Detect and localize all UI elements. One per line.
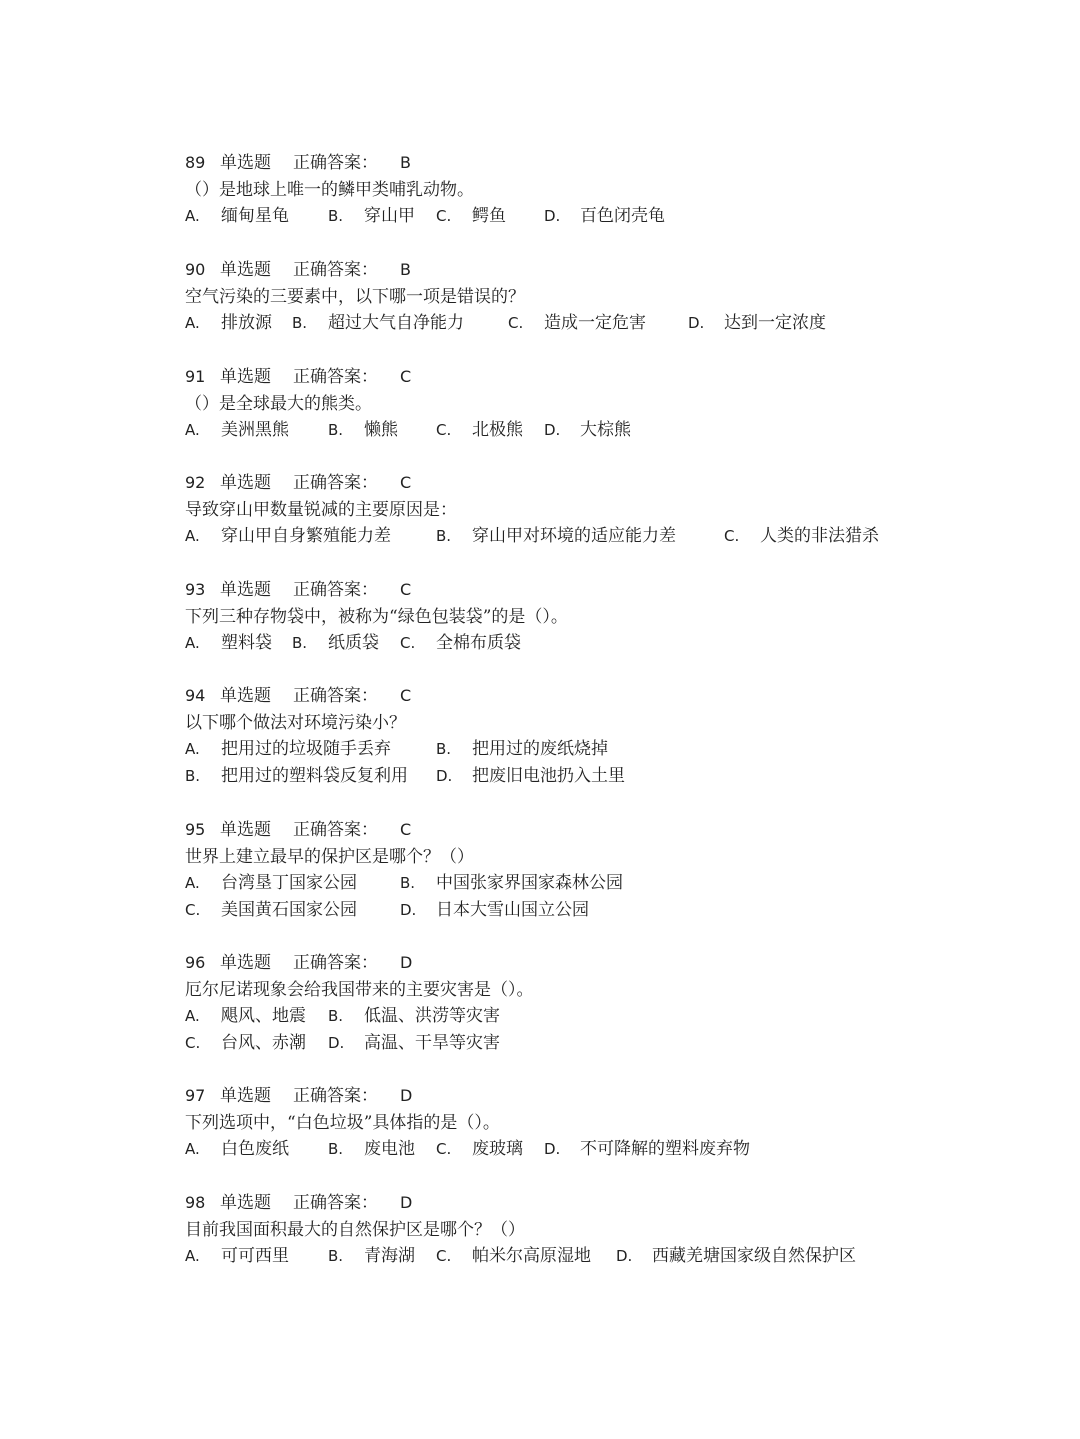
option-row bbox=[185, 1003, 945, 1030]
option-row bbox=[185, 1243, 945, 1270]
option-text: 大棕熊 bbox=[580, 420, 631, 441]
question-meta bbox=[185, 150, 945, 177]
question-type: 单选题 bbox=[220, 820, 271, 840]
option-text: 缅甸星龟 bbox=[221, 206, 289, 227]
option-letter: C. bbox=[436, 1140, 452, 1159]
option-row bbox=[185, 203, 945, 230]
answer-value: D bbox=[400, 953, 413, 972]
option-letter: A. bbox=[185, 527, 200, 546]
question-type: 单选题 bbox=[220, 367, 271, 387]
option-text: 北极熊 bbox=[472, 420, 523, 441]
option-letter: C. bbox=[724, 527, 740, 546]
option-letter: C. bbox=[436, 207, 452, 226]
option-letter: B. bbox=[400, 874, 416, 893]
option-letter: D. bbox=[400, 901, 417, 920]
question-meta bbox=[185, 470, 945, 497]
question-type: 单选题 bbox=[220, 953, 271, 973]
question-number: 94 bbox=[185, 686, 206, 705]
question-stem: 目前我国面积最大的自然保护区是哪个？（） bbox=[185, 1219, 525, 1240]
question-stem: 空气污染的三要素中，以下哪一项是错误的？ bbox=[185, 286, 525, 307]
option-letter: C. bbox=[185, 1034, 201, 1053]
answer-label: 正确答案： bbox=[293, 153, 378, 173]
answer-value: C bbox=[400, 473, 412, 492]
option-text: 美国黄石国家公园 bbox=[221, 900, 357, 921]
option-text: 台风、赤潮 bbox=[221, 1033, 306, 1054]
question-number: 95 bbox=[185, 820, 206, 839]
option-row bbox=[185, 417, 945, 444]
option-letter: A. bbox=[185, 1247, 200, 1266]
option-letter: B. bbox=[328, 1140, 344, 1159]
question-number: 97 bbox=[185, 1086, 206, 1105]
question-stem: 下列三种存物袋中，被称为“绿色包装袋”的是（）。 bbox=[185, 606, 568, 627]
option-text: 美洲黑熊 bbox=[221, 420, 289, 441]
answer-label: 正确答案： bbox=[293, 953, 378, 973]
option-row bbox=[185, 630, 945, 657]
question-stem: （）是全球最大的熊类。 bbox=[185, 393, 372, 414]
option-letter: A. bbox=[185, 740, 200, 759]
answer-label: 正确答案： bbox=[293, 580, 378, 600]
question-type: 单选题 bbox=[220, 686, 271, 706]
option-letter: A. bbox=[185, 421, 200, 440]
option-letter: B. bbox=[328, 1247, 344, 1266]
option-text: 飓风、地震 bbox=[221, 1006, 306, 1027]
option-text: 青海湖 bbox=[364, 1246, 415, 1267]
answer-label: 正确答案： bbox=[293, 1193, 378, 1213]
question-stem: 厄尔尼诺现象会给我国带来的主要灾害是（）。 bbox=[185, 979, 534, 1000]
question-number: 98 bbox=[185, 1193, 206, 1212]
option-letter: D. bbox=[436, 767, 453, 786]
option-text: 白色废纸 bbox=[221, 1139, 289, 1160]
option-text: 达到一定浓度 bbox=[724, 313, 826, 334]
option-text: 废玻璃 bbox=[472, 1139, 523, 1160]
question-95 bbox=[185, 817, 945, 924]
question-type: 单选题 bbox=[220, 580, 271, 600]
option-text: 把用过的塑料袋反复利用 bbox=[221, 766, 408, 787]
answer-value: C bbox=[400, 580, 412, 599]
option-row bbox=[185, 763, 945, 790]
answer-value: D bbox=[400, 1086, 413, 1105]
option-row bbox=[185, 310, 945, 337]
question-91 bbox=[185, 364, 945, 444]
question-97 bbox=[185, 1083, 945, 1163]
question-meta bbox=[185, 364, 945, 391]
option-letter: C. bbox=[436, 421, 452, 440]
option-letter: A. bbox=[185, 874, 200, 893]
option-text: 可可西里 bbox=[221, 1246, 289, 1267]
option-letter: D. bbox=[328, 1034, 345, 1053]
option-text: 不可降解的塑料废弃物 bbox=[580, 1139, 750, 1160]
question-number: 89 bbox=[185, 153, 206, 172]
question-stem: 导致穿山甲数量锐减的主要原因是： bbox=[185, 499, 457, 520]
question-stem: 下列选项中，“白色垃圾”具体指的是（）。 bbox=[185, 1112, 500, 1133]
option-letter: C. bbox=[400, 634, 416, 653]
question-90 bbox=[185, 257, 945, 337]
option-text: 排放源 bbox=[221, 313, 272, 334]
answer-value: C bbox=[400, 820, 412, 839]
option-text: 西藏羌塘国家级自然保护区 bbox=[652, 1246, 856, 1267]
option-text: 穿山甲自身繁殖能力差 bbox=[221, 526, 391, 547]
question-stem: 世界上建立最早的保护区是哪个？（） bbox=[185, 846, 474, 867]
option-row bbox=[185, 870, 945, 897]
option-letter: C. bbox=[436, 1247, 452, 1266]
option-letter: B. bbox=[328, 207, 344, 226]
option-text: 低温、洪涝等灾害 bbox=[364, 1006, 500, 1027]
option-row bbox=[185, 897, 945, 924]
option-letter: B. bbox=[328, 1007, 344, 1026]
question-type: 单选题 bbox=[220, 473, 271, 493]
option-letter: A. bbox=[185, 207, 200, 226]
option-text: 废电池 bbox=[364, 1139, 415, 1160]
question-meta bbox=[185, 1190, 945, 1217]
option-text: 穿山甲 bbox=[364, 206, 415, 227]
question-type: 单选题 bbox=[220, 153, 271, 173]
question-number: 96 bbox=[185, 953, 206, 972]
question-meta bbox=[185, 950, 945, 977]
question-stem: （）是地球上唯一的鳞甲类哺乳动物。 bbox=[185, 179, 474, 200]
option-letter: D. bbox=[544, 1140, 561, 1159]
question-96 bbox=[185, 950, 945, 1057]
answer-value: B bbox=[400, 260, 411, 279]
option-letter: A. bbox=[185, 1007, 200, 1026]
answer-value: C bbox=[400, 367, 412, 386]
option-text: 塑料袋 bbox=[221, 633, 272, 654]
option-letter: A. bbox=[185, 1140, 200, 1159]
question-meta bbox=[185, 1083, 945, 1110]
option-text: 纸质袋 bbox=[328, 633, 379, 654]
option-text: 帕米尔高原湿地 bbox=[472, 1246, 591, 1267]
option-letter: D. bbox=[688, 314, 705, 333]
answer-label: 正确答案： bbox=[293, 473, 378, 493]
option-letter: D. bbox=[616, 1247, 633, 1266]
option-text: 全棉布质袋 bbox=[436, 633, 521, 654]
option-row bbox=[185, 523, 945, 550]
answer-label: 正确答案： bbox=[293, 820, 378, 840]
question-meta bbox=[185, 577, 945, 604]
question-type: 单选题 bbox=[220, 1086, 271, 1106]
question-type: 单选题 bbox=[220, 1193, 271, 1213]
answer-label: 正确答案： bbox=[293, 686, 378, 706]
option-letter: A. bbox=[185, 314, 200, 333]
option-row bbox=[185, 736, 945, 763]
option-letter: A. bbox=[185, 634, 200, 653]
option-letter: D. bbox=[544, 207, 561, 226]
option-text: 把废旧电池扔入土里 bbox=[472, 766, 625, 787]
question-92 bbox=[185, 470, 945, 550]
option-text: 人类的非法猎杀 bbox=[760, 526, 879, 547]
option-letter: B. bbox=[328, 421, 344, 440]
answer-value: B bbox=[400, 153, 411, 172]
option-letter: B. bbox=[292, 314, 308, 333]
question-93 bbox=[185, 577, 945, 657]
question-type: 单选题 bbox=[220, 260, 271, 280]
question-89 bbox=[185, 150, 945, 230]
option-letter: C. bbox=[508, 314, 524, 333]
option-text: 把用过的垃圾随手丢弃 bbox=[221, 739, 391, 760]
option-letter: D. bbox=[544, 421, 561, 440]
option-letter: B. bbox=[292, 634, 308, 653]
option-text: 把用过的废纸烧掉 bbox=[472, 739, 608, 760]
question-94 bbox=[185, 683, 945, 790]
answer-label: 正确答案： bbox=[293, 260, 378, 280]
answer-label: 正确答案： bbox=[293, 367, 378, 387]
question-meta bbox=[185, 817, 945, 844]
option-text: 台湾垦丁国家公园 bbox=[221, 873, 357, 894]
option-text: 高温、干旱等灾害 bbox=[364, 1033, 500, 1054]
option-text: 中国张家界国家森林公园 bbox=[436, 873, 623, 894]
option-text: 穿山甲对环境的适应能力差 bbox=[472, 526, 676, 547]
option-text: 日本大雪山国立公园 bbox=[436, 900, 589, 921]
question-98 bbox=[185, 1190, 945, 1270]
option-text: 懒熊 bbox=[364, 420, 398, 441]
option-letter: B. bbox=[436, 740, 452, 759]
option-text: 超过大气自净能力 bbox=[328, 313, 464, 334]
option-letter: B. bbox=[185, 767, 201, 786]
option-letter: C. bbox=[185, 901, 201, 920]
question-number: 90 bbox=[185, 260, 206, 279]
answer-label: 正确答案： bbox=[293, 1086, 378, 1106]
answer-value: C bbox=[400, 686, 412, 705]
option-text: 鳄鱼 bbox=[472, 206, 506, 227]
question-number: 93 bbox=[185, 580, 206, 599]
option-row bbox=[185, 1136, 945, 1163]
question-number: 91 bbox=[185, 367, 206, 386]
question-meta bbox=[185, 683, 945, 710]
answer-value: D bbox=[400, 1193, 413, 1212]
question-meta bbox=[185, 257, 945, 284]
question-number: 92 bbox=[185, 473, 206, 492]
option-text: 造成一定危害 bbox=[544, 313, 646, 334]
option-letter: B. bbox=[436, 527, 452, 546]
option-row bbox=[185, 1030, 945, 1057]
question-stem: 以下哪个做法对环境污染小？ bbox=[185, 712, 406, 733]
option-text: 百色闭壳龟 bbox=[580, 206, 665, 227]
